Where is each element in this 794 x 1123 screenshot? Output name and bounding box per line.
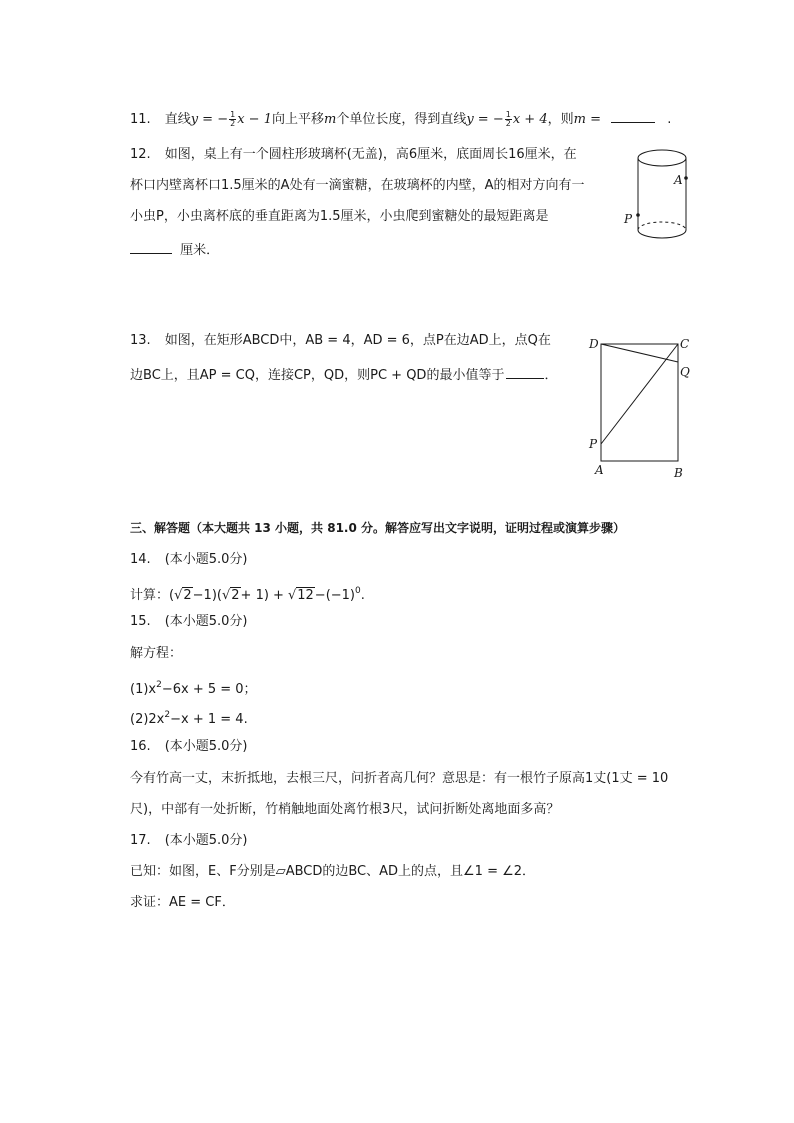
sqrt-symbol: √	[221, 588, 231, 603]
q11-m: m	[323, 112, 337, 127]
q15-eq1-a: (1)x	[130, 682, 157, 697]
q11-fraction-2	[505, 111, 512, 128]
question-number: 15.	[130, 614, 151, 629]
q15-header	[130, 613, 248, 631]
q11-eq1: y = −	[190, 112, 229, 127]
sqrt-symbol: √	[287, 588, 297, 603]
q11-line	[130, 108, 671, 129]
point-a-dot	[684, 176, 688, 180]
q14-sqrt12: 12	[297, 588, 314, 603]
q13-line-1	[130, 332, 551, 350]
q15-eq1-exponent: 2	[156, 680, 162, 690]
fraction-denominator: 2	[230, 119, 236, 128]
q15-line-1: 解方程：	[130, 646, 183, 661]
q15-score: (本小题5.0分)	[164, 614, 248, 629]
q14-text-c: + 1) +	[240, 588, 284, 603]
q12-text-4: 厘米．	[180, 243, 220, 258]
q14-text-d: −(−1)	[314, 588, 355, 603]
q11-text-d: ，则	[547, 112, 574, 127]
q14-end: .	[360, 588, 365, 603]
q14-score: (本小题5.0分)	[164, 552, 248, 567]
q11-text-b: 向上平移	[271, 112, 324, 127]
q11-end: .	[667, 112, 672, 127]
cylinder-bottom-back	[638, 222, 686, 230]
question-number: 14.	[130, 552, 151, 567]
q11-eq2: y = −	[466, 112, 504, 127]
q15-eq2-exponent: 2	[164, 710, 171, 720]
label-p: P	[589, 437, 598, 451]
label-d: D	[589, 337, 599, 351]
q16-line-2: 尺)，中部有一处折断，竹梢触地面处离竹根3尺，试问折断处离地面多高？	[130, 802, 560, 817]
label-a: A	[674, 173, 683, 187]
q14-line-1	[130, 582, 365, 605]
answer-blank[interactable]	[130, 239, 172, 254]
q17-line-1: 已知：如图，E、F分别是▱ABCD的边BC、AD上的点，且∠1 = ∠2．	[130, 864, 536, 879]
fraction-denominator: 2	[505, 119, 511, 128]
q11-m2: m =	[573, 112, 601, 127]
q12-text-2: 杯口内壁离杯口1.5厘米的A处有一滴蜜糖，在玻璃杯的内壁，A的相对方向有一	[130, 178, 585, 193]
label-a: A	[595, 463, 604, 477]
q17-line-2: 求证：AE = CF．	[130, 895, 235, 910]
q15-eq2-b: −x + 1 = 4.	[170, 712, 248, 727]
q16-header	[130, 738, 248, 756]
q11-fraction	[229, 111, 236, 128]
q13-text-1: 如图，在矩形ABCD中，AB = 4，AD = 6，点P在边AD上，点Q在	[164, 333, 551, 348]
answer-blank[interactable]	[611, 108, 655, 123]
section-heading: 三、解答题（本大题共 13 小题，共 81.0 分。解答应写出文字说明，证明过程或演算步骤）	[130, 521, 626, 535]
q17-score: (本小题5.0分)	[164, 833, 248, 848]
rectangle-figure	[586, 334, 696, 479]
q12-line-4	[130, 239, 219, 260]
q15-eq-1	[130, 676, 257, 699]
q11-eq1-tail: x − 1	[237, 112, 272, 127]
point-p-dot	[636, 213, 640, 217]
q11-text-c: 个单位长度，得到直线	[336, 112, 467, 127]
q14-text-a: 计算：(	[130, 588, 175, 603]
answer-blank[interactable]	[506, 364, 544, 379]
q11-text-a: 直线	[164, 112, 191, 127]
q16-score: (本小题5.0分)	[164, 739, 248, 754]
fraction-numerator: 1	[505, 110, 511, 119]
q12-text-1: 如图，桌上有一个圆柱形玻璃杯(无盖)，高6厘米，底面周长16厘米，在	[164, 147, 577, 162]
question-number: 17.	[130, 833, 151, 848]
cylinder-top-rim	[638, 150, 686, 166]
q14-text-b: −1)(	[192, 588, 222, 603]
segment-pc	[601, 344, 678, 444]
question-number: 11.	[130, 112, 151, 127]
q14-sqrt2-a: 2	[183, 588, 192, 603]
fraction-numerator: 1	[230, 110, 236, 119]
q16-line-1: 今有竹高一丈，末折抵地，去根三尺，问折者高几何？意思是：有一根竹子原高1丈(1丈 = 10	[130, 771, 669, 786]
q15-eq2-a: (2)2x	[130, 712, 165, 727]
cylinder-figure	[622, 144, 702, 244]
sqrt-symbol: √	[174, 588, 183, 603]
q12-text-3: 小虫P，小虫离杯底的垂直距离为1.5厘米，小虫爬到蜜糖处的最短距离是	[130, 209, 549, 224]
q17-header	[130, 832, 248, 850]
label-q: Q	[680, 365, 690, 379]
rectangle-abcd	[601, 344, 678, 461]
q14-header	[130, 551, 248, 569]
question-number: 13.	[130, 333, 151, 348]
label-p: P	[624, 212, 633, 226]
q15-eq-2	[130, 706, 248, 729]
question-number: 16.	[130, 739, 151, 754]
cylinder-bottom-front	[638, 230, 686, 238]
label-b: B	[674, 466, 683, 479]
q12-line-1	[130, 146, 577, 164]
q14-exponent: 0	[355, 586, 361, 596]
q15-eq1-b: −6x + 5 = 0；	[161, 682, 257, 697]
q11-eq2-tail: x + 4	[512, 112, 548, 127]
question-number: 12.	[130, 147, 151, 162]
q12-line-3	[130, 208, 549, 226]
q12-line-2	[130, 177, 584, 195]
q13-line-2	[130, 364, 557, 385]
q14-sqrt2-b: 2	[231, 588, 240, 603]
q13-end: ．	[544, 368, 558, 383]
q13-text-2: 边BC上，且AP = CQ，连接CP，QD，则PC + QD的最小值等于	[130, 368, 505, 383]
label-c: C	[680, 337, 690, 351]
